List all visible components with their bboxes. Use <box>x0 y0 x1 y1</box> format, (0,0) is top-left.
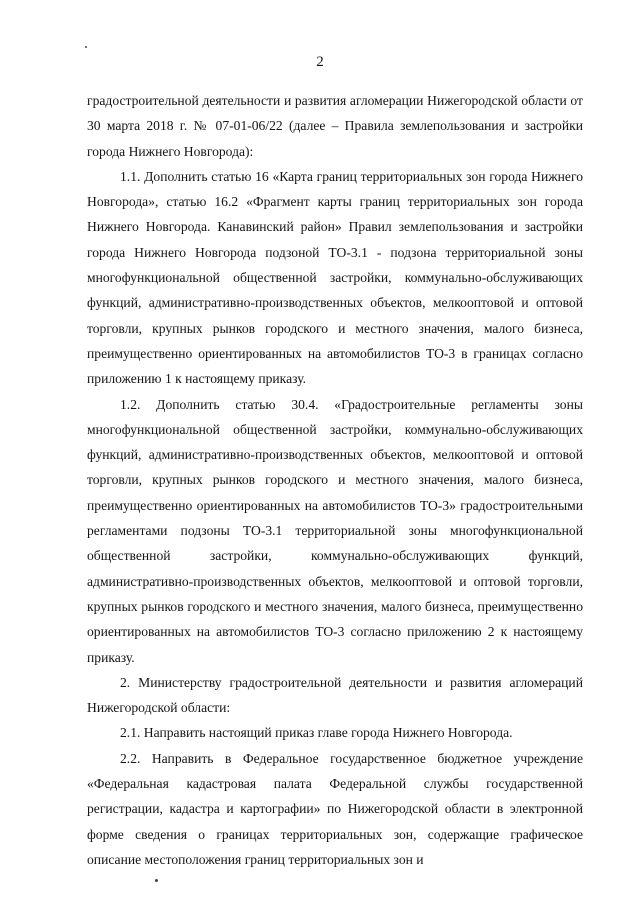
scan-speck <box>155 879 158 882</box>
paragraph-item-1-1: 1.1. Дополнить статью 16 «Карта границ территориальных зон города Нижнего Новгорода», статью 16.2 «Фрагмент карты границ территориальных зон города Нижнего Новгорода. Канавинский район» Правил землепользования и застройки города Нижнего Новгорода подзоной ТО-3.1 - подзона территориальной зоны многофункциональной общественной застройки, коммунально-обслуживающих функций, административно-производственных объектов, мелкооптовой и оптовой торговли, крупных рынков городского и местного значения, малого бизнеса, преимущественно ориентированных на автомобилистов ТО-3 в границах согласно приложению 1 к настоящему приказу. <box>87 168 583 387</box>
scan-speck <box>85 46 87 48</box>
paragraph-item-2: 2. Министерству градостроительной деятельности и развития агломераций Нижегородской области: <box>87 674 583 716</box>
paragraph-item-2-2: 2.2. Направить в Федеральное государственное бюджетное учреждение «Федеральная кадастровая палата Федеральной службы государственной регистрации, кадастра и картографии» по Нижегородской области в электронной форме сведения о границах территориальных зон, содержащие графическое описание местоположения границ территориальных зон и <box>87 750 583 867</box>
paragraph-item-1-2: 1.2. Дополнить статью 30.4. «Градостроительные регламенты зоны многофункциональной общественной застройки, коммунально-обслуживающих функций, административно-производственных объектов, мелкооптовой и оптовой торговли, крупных рынков городского и местного значения, малого бизнеса, преимущественно ориентированных на автомобилистов ТО-3» градостроительными регламентами подзоны ТО-3.1 территориальной зоны многофункциональной общественной застройки, коммунально-обслуживающих функций, административно-производственных объектов, мелкооптовой и оптовой торговли, крупных рынков городского и местного значения, малого бизнеса, преимущественно ориентированных на автомобилистов ТО-3 согласно приложению 2 к настоящему приказу. <box>87 396 583 665</box>
paragraph-continuation: градостроительной деятельности и развития агломерации Нижегородской области от 30 марта 2018 г. № 07-01-06/22 (далее – Правила землепользования и застройки города Нижнего Новгорода): <box>87 93 583 159</box>
document-body <box>87 88 583 872</box>
page-number: 2 <box>316 54 324 70</box>
paragraph-item-2-1: 2.1. Направить настоящий приказ главе города Нижнего Новгорода. <box>120 725 513 741</box>
